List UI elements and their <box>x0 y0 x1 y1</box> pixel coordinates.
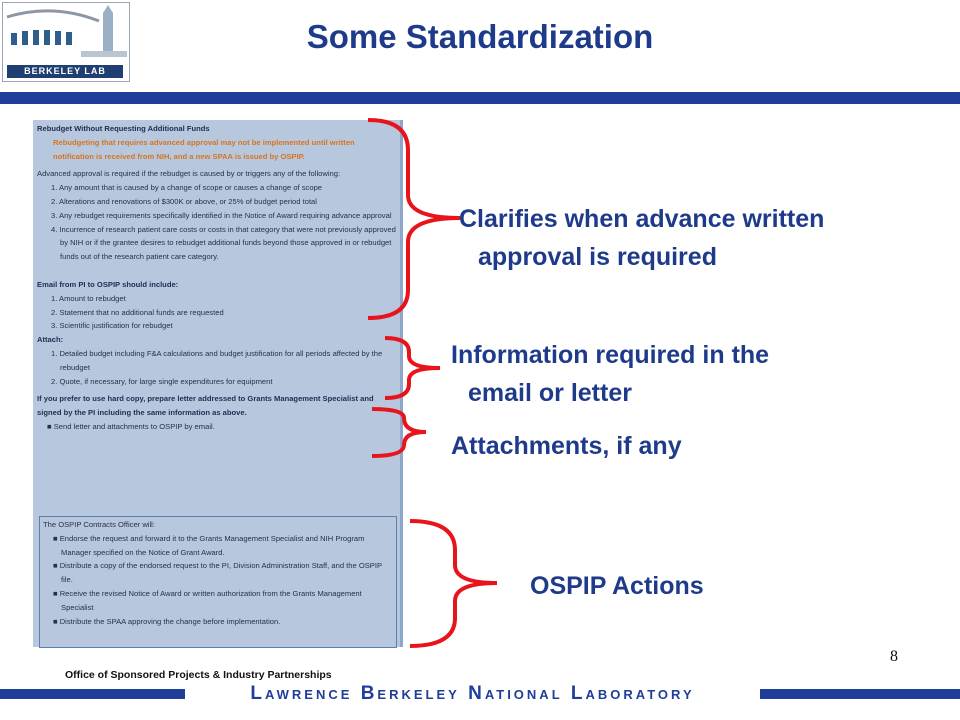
email-item: 3. Scientific justification for rebudget <box>51 321 173 331</box>
ospip-label: OSPIP Actions <box>530 572 704 600</box>
document-warning: Rebudgeting that requires advanced approval may not be implemented until written notification is received from NIH, and a new SPAA is issued by OSPIP. <box>53 137 355 161</box>
bracket-ospip <box>410 521 497 646</box>
footer-org: Office of Sponsored Projects & Industry Partnerships <box>65 669 332 681</box>
condition-item: 3. Any rebudget requirements specifically identified in the Notice of Award requiring advance approval <box>51 210 392 220</box>
info-label-line2: email or letter <box>468 379 632 407</box>
footer-lab-name: Lawrence Berkeley National Laboratory <box>250 683 695 704</box>
bracket-approval <box>368 120 460 318</box>
email-item: 2. Statement that no additional funds are requested <box>51 307 224 317</box>
condition-item: 4. Incurrence of research patient care costs or costs in that category that were not previously approved by NIH or if the grantee desires to rebudget additional funds beyond those approved in or rebudget funds out of the research patient care category. <box>51 224 396 262</box>
hardcopy-text: If you prefer to use hard copy, prepare letter addressed to Grants Management Specialist and signed by the PI including the same information as above. <box>37 394 374 418</box>
approval-label-line2: approval is required <box>478 243 717 271</box>
attachments-label: Attachments, if any <box>451 432 682 460</box>
approval-label-line1: Clarifies when advance written <box>459 205 825 233</box>
page-number: 8 <box>890 648 898 665</box>
document-heading: Rebudget Without Requesting Additional Funds <box>37 124 210 133</box>
attach-item: 1. Detailed budget including F&A calculations and budget justification for all periods affected by the rebudget <box>51 348 383 372</box>
bracket-info <box>385 338 440 398</box>
condition-item: 1. Any amount that is caused by a change of scope or causes a change of scope <box>51 183 323 193</box>
logo-text: BERKELEY LAB <box>7 65 123 78</box>
email-heading: Email from PI to OSPIP should include: <box>37 279 179 289</box>
officer-item: ■ Receive the revised Notice of Award or written authorization from the Grants Management Specialist <box>53 588 362 612</box>
footer-bar-left <box>0 689 185 699</box>
hardcopy-item: ■ Send letter and attachments to OSPIP by email. <box>47 421 215 431</box>
bracket-attachments <box>372 409 426 456</box>
document-intro: Advanced approval is required if the rebudget is caused by or triggers any of the following: <box>37 169 341 179</box>
email-item: 1. Amount to rebudget <box>51 293 126 303</box>
condition-item: 2. Alterations and renovations of $300K or above, or 25% of budget period total <box>51 196 317 206</box>
officer-item: ■ Distribute a copy of the endorsed request to the PI, Division Administration Staff, and the OSPIP file. <box>53 561 382 585</box>
footer-bar-right <box>760 689 960 699</box>
officer-heading: The OSPIP Contracts Officer will: <box>43 520 155 529</box>
page-title: Some Standardization <box>306 18 654 55</box>
info-label-line1: Information required in the <box>451 341 770 369</box>
attach-heading: Attach: <box>37 335 64 345</box>
attach-item: 2. Quote, if necessary, for large single expenditures for equipment <box>51 376 273 386</box>
officer-item: ■ Distribute the SPAA approving the change before implementation. <box>53 616 281 626</box>
officer-item: ■ Endorse the request and forward it to the Grants Management Specialist and NIH Program Manager specified on the Notice of Grant Award. <box>53 533 365 557</box>
